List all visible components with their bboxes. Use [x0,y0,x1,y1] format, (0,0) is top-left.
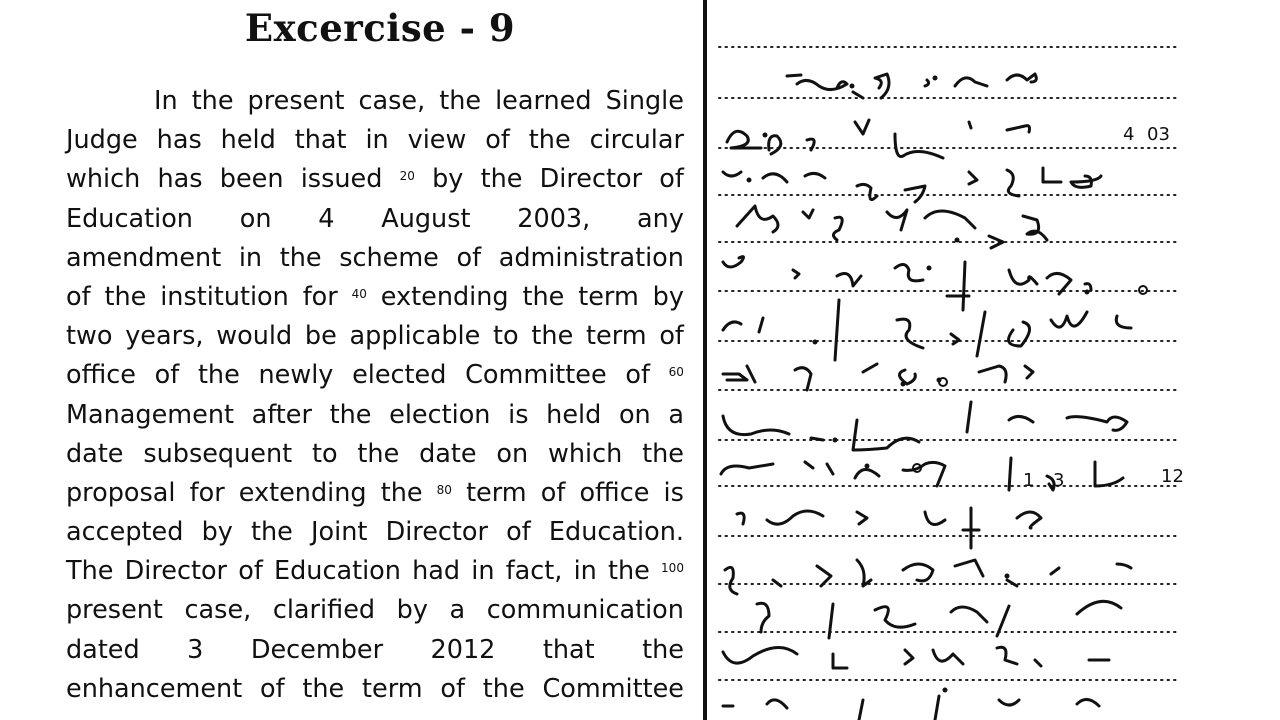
shorthand-stroke [795,368,811,390]
shorthand-stroke [723,374,747,380]
shorthand-stroke [723,257,744,267]
passage-word: held [220,125,276,156]
passage-word: 2003, [517,203,591,234]
shorthand-stroke [837,274,861,286]
shorthand-stroke [887,210,907,230]
shorthand-stroke [1007,170,1019,196]
shorthand-stroke [1085,284,1091,290]
shorthand-stroke [829,604,833,638]
shorthand-stroke [835,300,839,360]
passage-word: for [302,281,338,312]
passage-word: the [642,634,684,665]
passage-word: by [396,595,428,626]
passage-word: is [663,477,684,508]
passage-line [66,513,684,552]
passage-word: that [294,125,347,156]
shorthand-number: 03 [1147,124,1170,145]
shorthand-stroke [767,511,823,524]
passage-word: fact, [505,556,563,587]
shorthand-stroke [805,173,825,178]
shorthand-stroke [863,364,877,372]
shorthand-stroke [963,262,965,310]
passage-word: the [642,438,684,469]
passage-line [66,356,684,395]
passage-word: of [456,242,482,273]
passage-word: had [412,556,461,587]
passage-word: the [279,242,322,273]
passage-word: the [104,281,147,312]
passage-word: In [154,86,178,116]
shorthand-stroke [875,607,915,628]
passage-word: extending [380,281,509,312]
shorthand-stroke [1025,366,1033,378]
shorthand-stroke [1007,580,1017,586]
passage-line [66,239,684,278]
passage-word: in [573,556,597,587]
passage-word: the [608,556,650,587]
passage-word: Committee [465,360,607,391]
shorthand-dot [747,178,752,183]
shorthand-stroke [903,462,945,486]
passage-word: by [201,517,233,548]
shorthand-stroke [935,696,939,720]
passage-word: of [540,477,566,508]
passage-word: elected [352,360,447,391]
shorthand-stroke [1009,416,1033,422]
passage-line [66,670,684,709]
passage-word: of [440,673,465,704]
shorthand-dot [927,266,932,271]
passage-word: of [659,321,684,352]
shorthand-stroke [857,560,871,586]
shorthand-dot [933,76,938,81]
passage-word: clarified [272,595,376,626]
shorthand-stroke [1043,168,1061,182]
passage-word: term [578,281,639,312]
shorthand-stroke [855,120,869,134]
shorthand-stroke [797,80,847,89]
shorthand-stroke [807,139,814,150]
passage-word: amendment [66,242,222,273]
shorthand-stroke [723,647,797,663]
word-count-marker: 60 [668,365,684,380]
passage-word: be [304,321,337,352]
passage-word: years, [125,321,204,352]
passage-line [66,317,684,356]
passage-word: the [302,673,345,704]
passage-word: extending [238,477,367,508]
passage-word: after [251,399,312,430]
passage-word: the [251,517,293,548]
passage-word: of [238,556,263,587]
shorthand-stroke [1095,462,1123,486]
passage-word: date [419,438,477,469]
passage-word: institution [160,281,289,312]
passage-word: dated [66,634,140,665]
passage-word: for [189,477,225,508]
shorthand-stroke [903,564,933,581]
exercise-title: Excercise - 9 [244,6,516,50]
passage-word: enhancement [66,673,243,704]
shorthand-stroke [1077,601,1121,614]
passage-word: held [546,399,602,430]
passage-word: scheme [339,242,439,273]
passage-word: circular [589,125,684,156]
passage-word: of [659,164,684,195]
passage-word: present [247,86,345,116]
passage-word: 4 [318,203,335,234]
passage-word: Joint [311,517,368,548]
shorthand-stroke [925,80,929,86]
passage-word: Education [273,556,401,587]
passage-word: has [156,125,202,156]
shorthand-stroke [1051,568,1059,574]
shorthand-stroke [757,603,769,632]
shorthand-stroke [737,513,744,524]
passage-word: the [197,360,240,391]
passage-word: the [531,321,574,352]
shorthand-stroke [955,560,983,576]
passage-word: August [381,203,471,234]
shorthand-stroke [967,402,971,432]
shorthand-dot [943,688,948,693]
shorthand-stroke [951,334,959,344]
passage-word: would [216,321,293,352]
passage-word: the [439,86,482,116]
shorthand-stroke [769,136,781,154]
passage-word: term [466,477,527,508]
passage-line [66,121,684,160]
shorthand-stroke [723,322,741,330]
passage-line [66,160,684,199]
passage-word: the [380,477,423,508]
shorthand-stroke [787,75,801,76]
passage-word: which [548,438,623,469]
shorthand-stroke [951,607,987,622]
passage-word: the [482,673,525,704]
shorthand-outlines [707,0,1280,720]
word-count-marker: 100 [661,561,684,576]
shorthand-stroke [1051,312,1087,327]
shorthand-dot [833,438,838,443]
shorthand-stroke [721,464,773,474]
passage-word: learned [495,86,592,116]
passage-word: a [449,595,466,626]
shorthand-stroke [811,438,823,440]
passage-word: the [522,281,565,312]
passage-line [66,82,684,121]
shorthand-stroke [895,134,943,158]
shorthand-dot [901,382,906,387]
passage-word: case, [184,595,252,626]
shorthand-stroke [895,264,923,280]
shorthand-stroke [737,206,778,232]
shorthand-stroke [977,312,985,356]
shorthand-stroke [857,512,867,524]
passage-word: on [618,399,651,430]
shorthand-stroke [969,172,977,184]
shorthand-stroke [759,318,763,332]
passage-word: Director [539,164,643,195]
shorthand-dot [1005,574,1010,579]
shorthand-stroke [723,172,741,176]
passage-word: Education [66,203,193,234]
passage-word: view [407,125,467,156]
passage-word: of [506,517,531,548]
shorthand-dot [763,133,768,138]
passage-word: proposal [66,477,176,508]
shorthand-number: 4 [1123,124,1135,145]
shorthand-stroke [1007,74,1036,82]
passage-word: the [191,86,234,116]
passage-word: the [480,164,523,195]
shorthand-stroke [997,647,1017,664]
shorthand-stroke [793,270,799,278]
shorthand-stroke [833,654,847,668]
passage-word: that [542,634,595,665]
passage-word: to [311,438,338,469]
shorthand-stroke [833,217,842,240]
shorthand-stroke [817,566,831,586]
shorthand-stroke [933,650,963,664]
shorthand-number: 1 [1023,470,1035,491]
passage-word: Committee [542,673,684,704]
passage-word: Single [605,86,684,116]
shorthand-number: 3 [1053,470,1065,491]
shorthand-stroke [1077,699,1099,706]
passage-word: is [508,399,529,430]
passage-line [66,474,684,513]
passage-line [66,591,684,630]
passage-word: any [637,203,684,234]
passage-word: two [66,321,113,352]
shorthand-dot [865,464,870,469]
passage-word: the [329,399,372,430]
shorthand-stroke [999,700,1019,705]
passage-word: present [66,595,163,626]
passage-line [66,631,684,670]
passage-word: Education. [548,517,684,548]
passage-word: of [260,673,285,704]
passage-word: on [496,438,529,469]
passage-word: 3 [187,634,204,665]
shorthand-dot [955,238,960,243]
passage-word: administration [498,242,684,273]
passage-line [66,552,684,591]
shorthand-stroke [979,366,1006,382]
passage-word: term [362,673,423,704]
shorthand-number: 12 [1161,466,1184,487]
shorthand-stroke [723,416,789,435]
passage-word: the [528,125,571,156]
passage-line [66,435,684,474]
shorthand-stroke [1067,417,1127,431]
shorthand-stroke [859,700,863,720]
passage-word: Judge [66,125,138,156]
passage-line [66,200,684,239]
passage-word: newly [258,360,334,391]
passage-word: the [357,438,400,469]
passage-word: office [66,360,136,391]
shorthand-stroke [1009,270,1037,284]
shorthand-stroke [1007,126,1030,132]
shorthand-stroke [725,567,737,594]
shorthand-stroke [1017,512,1041,528]
shorthand-stroke [925,512,945,525]
passage-word: of [625,360,650,391]
shorthand-stroke [827,464,833,474]
passage-word: Director [385,517,488,548]
shorthand-stroke [955,78,987,86]
passage-word: term [586,321,647,352]
shorthand-stroke [857,184,877,199]
shorthand-stroke [875,74,889,98]
shorthand-stroke [969,122,971,128]
passage-word: of [485,125,510,156]
passage-word: in [471,556,495,587]
shorthand-page [707,0,1280,720]
passage-word: case, [358,86,426,116]
passage [66,82,684,709]
shorthand-dot [850,84,855,89]
shorthand-stroke [1071,176,1101,187]
passage-word: which [66,164,141,195]
passage-word: Director [124,556,228,587]
passage-line [66,396,684,435]
shorthand-stroke [855,469,879,478]
passage-word: on [239,203,272,234]
passage-word: 2012 [430,634,496,665]
shorthand-stroke [853,420,919,450]
shorthand-stroke [853,92,863,98]
shorthand-stroke [805,462,813,468]
shorthand-stroke [1116,316,1131,328]
shorthand-stroke [1035,660,1041,666]
passage-word: by [432,164,464,195]
shorthand-stroke [727,131,761,148]
passage-word: office [579,477,650,508]
shorthand-stroke [897,319,923,348]
passage-line [66,278,684,317]
passage-word: has [157,164,203,195]
passage-word: by [652,281,684,312]
passage-word: in [238,242,263,273]
passage-word: December [250,634,384,665]
passage-word: applicable [349,321,481,352]
passage-word: of [154,360,180,391]
shorthand-stroke [905,650,913,664]
shorthand-stroke [925,211,975,228]
shorthand-stroke [1009,322,1030,346]
word-count-marker: 80 [436,482,452,497]
passage-word: issued [300,164,383,195]
shorthand-stroke [767,700,787,708]
passage-word: of [66,281,91,312]
shorthand-stroke [803,210,813,218]
passage-word: The [66,556,114,587]
passage-word: election [389,399,491,430]
word-count-marker: 40 [351,286,367,301]
shorthand-stroke [1117,564,1131,568]
word-count-marker: 20 [399,169,415,184]
shorthand-dot [813,340,818,345]
shorthand-stroke [1023,216,1047,240]
shorthand-stroke [773,580,781,586]
passage-word: to [493,321,519,352]
shorthand-stroke [1009,458,1011,490]
passage-word: date [66,438,124,469]
passage-word: communication [486,595,684,626]
passage-word: a [668,399,684,430]
shorthand-dot [1085,290,1090,295]
passage-word: been [219,164,284,195]
passage-word: in [365,125,389,156]
passage-word: accepted [66,517,184,548]
passage-word: subsequent [143,438,293,469]
passage-word: Management [66,399,234,430]
shorthand-stroke [763,174,787,182]
